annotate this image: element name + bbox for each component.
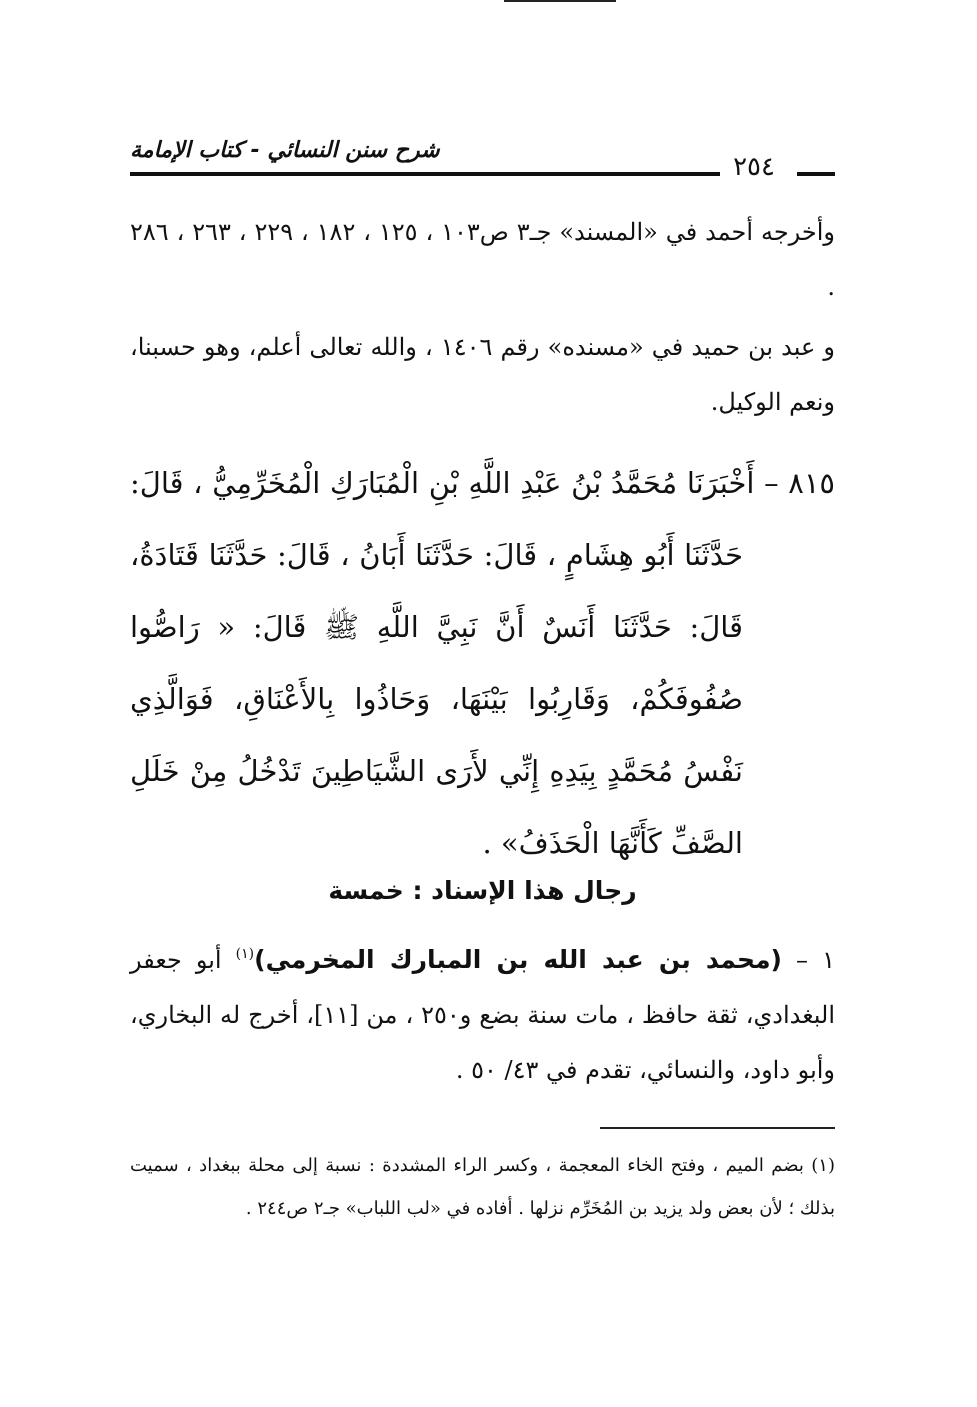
page-number: ٢٥٤ [733,152,775,182]
page-number-dash [797,172,835,176]
hadith-body: حَدَّثَنَا أَبُو هِشَامٍ ، قَالَ: حَدَّثَنَا أَبَانُ ، قَالَ: حَدَّثَنَا قَتَادَةُ، قَالَ: حَدَّثَنَا أَنَسٌ أَنَّ نَبِيَّ اللَّهِ ﷺ قَالَ: « رَاصُّوا صُفُوفَكُمْ، وَقَارِبُوا بَيْنَهَا، وَحَاذُوا بِالأَعْنَاقِ، فَوَالَّذِي نَفْسُ مُحَمَّدٍ بِيَدِهِ إِنِّي لأَرَى الشَّيَاطِينَ تَدْخُلُ مِنْ خَلَلِ الصَّفِّ كَأَنَّهَا الْحَذَفُ» . [130,538,743,860]
page-header [130,138,835,184]
top-edge-mark [504,0,616,2]
hadith-815 [130,447,835,879]
paragraph-ahmad-citation: وأخرجه أحمد في «المسند» جـ٣ ص١٠٣ ، ١٢٥ ، ١٨٢ ، ٢٢٩ ، ٢٦٣ ، ٢٨٦ . [130,218,835,301]
narrator-entry [130,932,835,1098]
narrator-number: ١ – [796,946,835,974]
hadith-first-line: ٨١٥ – أَخْبَرَنَا مُحَمَّدُ بْنُ عَبْدِ اللَّهِ بْنِ الْمُبَارَكِ الْمُخَرِّمِيُّ ، قَالَ: [130,466,835,500]
paragraph-abd-citation: و عبد بن حميد في «مسنده» رقم ١٤٠٦ ، والله تعالى أعلم، وهو حسبنا، ونعم الوكيل. [130,333,836,416]
section-heading: رجال هذا الإسناد : خمسة [328,876,637,905]
narrator-name: (محمد بن عبد الله بن المبارك المخرمي) [254,945,782,974]
header-rule [130,172,720,176]
footnote-reference: (١) [235,946,255,962]
footnote-1: (١) بضم الميم ، وفتح الخاء المعجمة ، وكسر الراء المشددة : نسبة إلى محلة ببغداد ، سميت بذلك ؛ لأن بعض ولد يزيد بن المُخَرِّم نزلها . أفاده في «لب اللباب» جـ٢ ص٢٤٤ . [130,1155,835,1219]
footnote-separator [600,1127,835,1129]
narrator-description: أبو جعفر البغدادي، ثقة حافظ ، مات سنة بضع و٢٥٠ ، من [١١]، أخرج له البخاري، وأبو داود، والنسائي، تقدم في ٤٣/ ٥٠ . [130,946,836,1084]
running-header-title: شرح سنن النسائي - كتاب الإمامة [130,138,440,163]
